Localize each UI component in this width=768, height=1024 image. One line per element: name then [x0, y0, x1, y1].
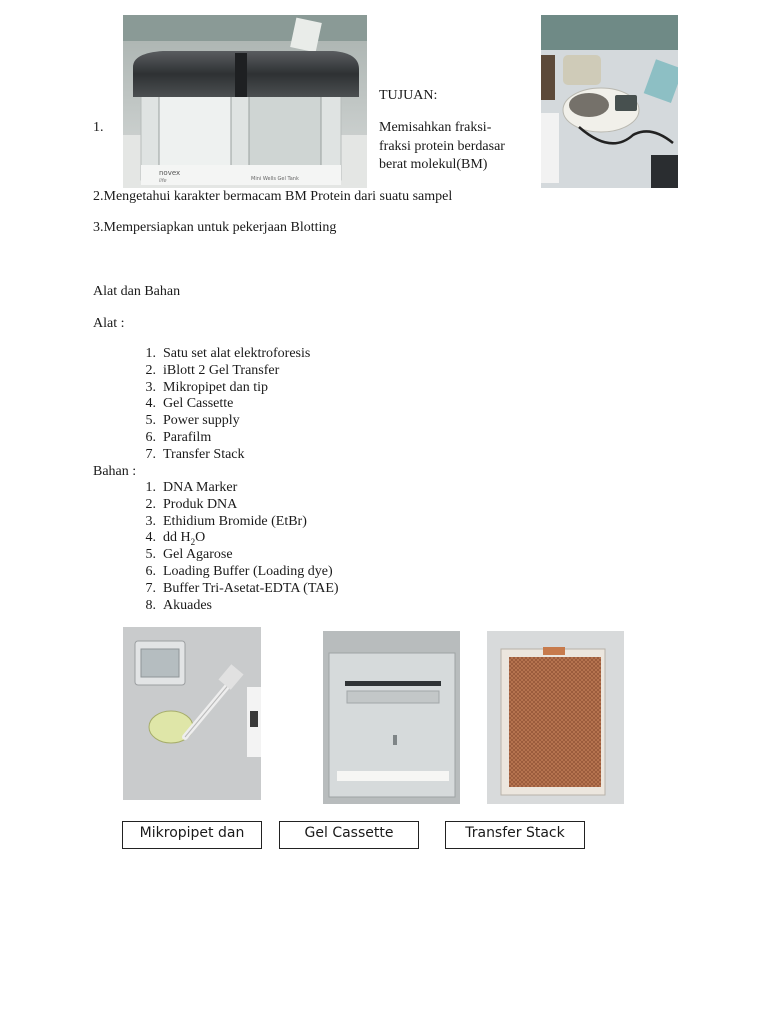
objective-item1-line1: Memisahkan fraksi- [379, 120, 492, 135]
gel-tank-photo [123, 15, 367, 188]
iblot-device-photo [541, 15, 678, 188]
caption-transfer-stack: Transfer Stack [445, 821, 585, 849]
gel-cassette-photo [323, 631, 460, 804]
ingredients-label: Bahan : [93, 464, 137, 479]
gel-tank-brand: novex [159, 169, 181, 177]
objective-item3: 3.Mempersiapkan untuk pekerjaan Blotting [93, 220, 337, 235]
caption-micropipette: Mikropipet dan [122, 821, 262, 849]
caption-gel-cassette: Gel Cassette [279, 821, 419, 849]
objective-item1-line3: berat molekul(BM) [379, 157, 488, 172]
tools-label: Alat : [93, 316, 125, 331]
gel-tank-label: Mini Wells Gel Tank [251, 176, 299, 182]
objective-heading: TUJUAN: [379, 88, 438, 103]
objective-item1-number: 1. [93, 120, 104, 135]
objective-item1-line2: fraksi protein berdasar [379, 139, 505, 154]
micropipette-photo [123, 627, 261, 800]
materials-heading: Alat dan Bahan [93, 284, 181, 299]
gel-tank-brand-sub: life [159, 178, 167, 184]
transfer-stack-photo [487, 631, 624, 804]
objective-item2: 2.Mengetahui karakter bermacam BM Protein dari suatu sampel [93, 189, 453, 204]
